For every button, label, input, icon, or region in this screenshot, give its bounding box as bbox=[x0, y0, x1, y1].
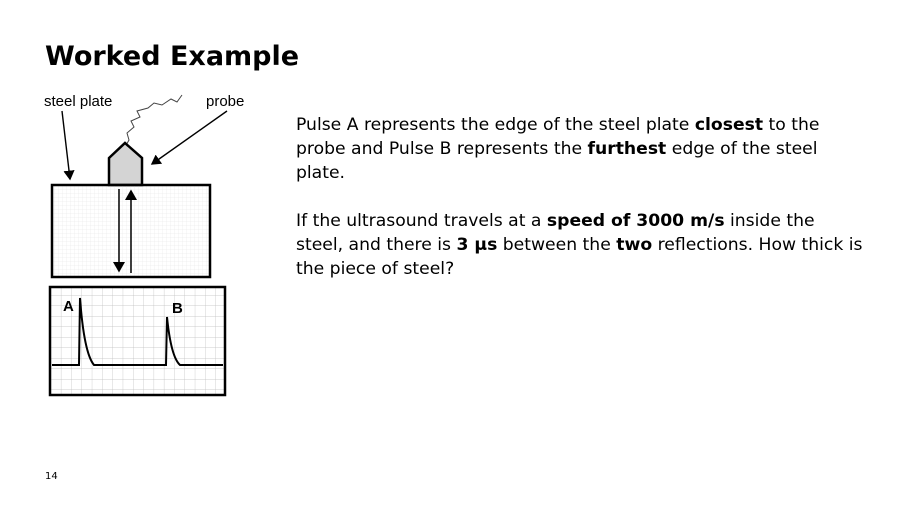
probe-cable bbox=[125, 95, 182, 147]
steel-plate-arrow bbox=[62, 111, 70, 179]
pulse-b-label: B bbox=[172, 300, 183, 317]
steel-plate-label: steel plate bbox=[44, 93, 113, 110]
pulse-description-paragraph: Pulse A represents the edge of the steel plate closest to the probe and Pulse B represents the furthest edge of the steel plate. bbox=[296, 115, 820, 183]
page-number: 14 bbox=[45, 471, 58, 482]
question-paragraph: If the ultrasound travels at a speed of 3000 m/s inside the steel, and there is 3 μs between the two reflections. How thick is the piece of steel? bbox=[296, 211, 863, 279]
question-text bbox=[296, 113, 866, 305]
probe-label: probe bbox=[206, 93, 245, 110]
oscilloscope-screen bbox=[50, 287, 225, 395]
pulse-a-label: A bbox=[63, 298, 74, 315]
ultrasound-diagram bbox=[30, 85, 260, 405]
probe bbox=[109, 143, 142, 185]
slide-title: Worked Example bbox=[45, 41, 300, 72]
probe-arrow bbox=[152, 111, 227, 164]
